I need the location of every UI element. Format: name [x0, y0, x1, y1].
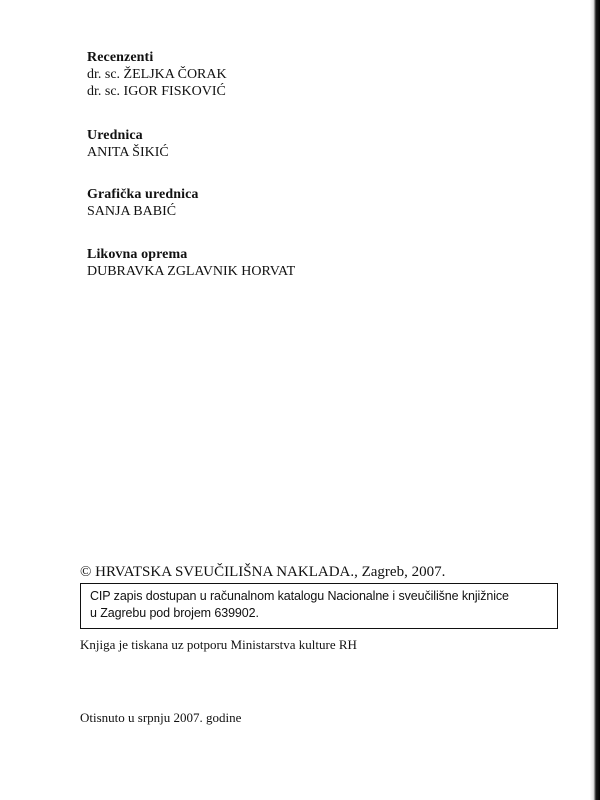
- reviewers-section: [87, 49, 227, 100]
- art-design-name: DUBRAVKA ZGLAVNIK HORVAT: [87, 264, 296, 279]
- cip-line: u Zagrebu pod brojem 639902.: [90, 606, 259, 620]
- editor-section: [87, 127, 169, 161]
- cip-line: CIP zapis dostupan u računalnom katalogu Nacionalne i sveučilišne knjižnice: [90, 589, 509, 603]
- support-notice: Knjiga je tiskana uz potporu Ministarstva kulture RH: [80, 637, 357, 652]
- cip-record-box: [80, 583, 558, 629]
- graphic-editor-section: [87, 186, 199, 220]
- graphic-editor-heading: Grafička urednica: [87, 187, 199, 202]
- art-design-heading: Likovna oprema: [87, 247, 188, 262]
- editor-name: ANITA ŠIKIĆ: [87, 145, 169, 160]
- editor-heading: Urednica: [87, 128, 143, 143]
- page-edge-shadow: [590, 0, 600, 800]
- copyright-notice: © HRVATSKA SVEUČILIŠNA NAKLADA., Zagreb, 2007.: [80, 564, 446, 580]
- reviewer-name: dr. sc. ŽELJKA ČORAK: [87, 67, 227, 82]
- reviewer-name: dr. sc. IGOR FISKOVIĆ: [87, 84, 226, 99]
- reviewers-heading: Recenzenti: [87, 50, 154, 65]
- graphic-editor-name: SANJA BABIĆ: [87, 204, 177, 219]
- art-design-section: [87, 246, 295, 280]
- print-date: Otisnuto u srpnju 2007. godine: [80, 710, 242, 725]
